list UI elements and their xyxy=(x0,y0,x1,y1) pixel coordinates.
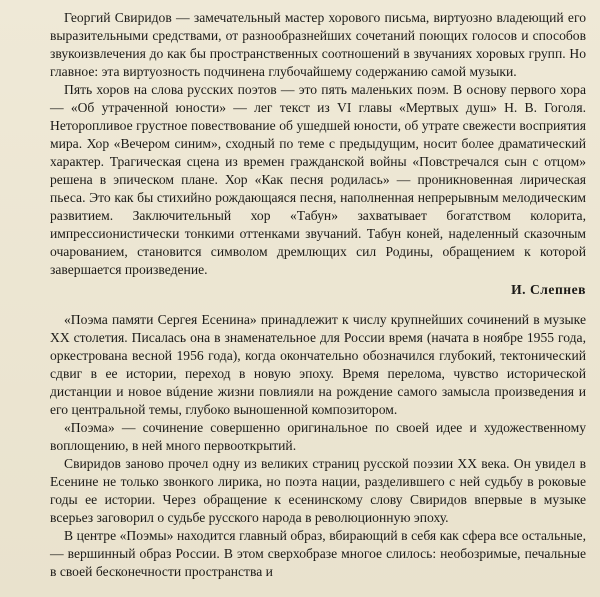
paragraph-s1-2: Пять хоров на слова русских поэтов — это пять маленьких поэм. В основу первого хора — «Об утраченной юности» — лег текст из VI главы «Мертвых душ» Н. В. Гоголя. Неторопливое грустное повествование об ушедшей юности, об утрате свежести восприятия мира. Хор «Вечером синим», сходный по теме с предыдущим, носит более драматический характер. Трагическая сцена из времен гражданской войны «Повстречался сын с отцом» решена в эпическом плане. Хор «Как песня родилась» — проникновенная лирическая пьеса. Это как бы стихийно рождающаяся песня, наполненная непрерывным мелодическим развитием. Заключительный хор «Табун» захватывает богатством колорита, импрессионистически тонкими оттенками звучаний. Табун коней, наделенный сказочным очарованием, становится символом дремлющих сил Родины, обращением к которой завершается произведение. xyxy=(50,82,586,277)
paragraph-s1-1: Георгий Свиридов — замечательный мастер хорового письма, виртуозно владеющий его выразительными средствами, от разнообразнейших сочетаний поющих голосов и способов звукоизвлечения до как бы пространственных соотношений в звучаниях хоровых групп. Но главное: эта виртуозность подчинена глубочайшему содержанию самой музыки. xyxy=(50,10,586,79)
text-column xyxy=(50,0,586,581)
section-gap xyxy=(50,299,586,311)
paragraph-s2-4: В центре «Поэмы» находится главный образ, вбирающий в себя как сфера все остальные, — вершинный образ России. В этом сверхобразе многое слилось: необозримые, печальные в своей бесконечности пространства и xyxy=(50,528,586,579)
paragraph-s2-2: «Поэма» — сочинение совершенно оригинальное по своей идее и художественному воплощению, в ней много первооткрытий. xyxy=(50,420,586,453)
paragraph-s2-1: «Поэма памяти Сергея Есенина» принадлежит к числу крупнейших сочинений в музыке XX столетия. Писалась она в знаменательное для России время (начата в ноябре 1955 года, оркестрована весной 1956 года), когда окончательно обозначился глубокий, тектонический сдвиг в ее истории, переход в новую эпоху. Время перелома, чувство исторической дистанции и новое вúдение жизни повлияли на рождение самого замысла произведения и его центральной темы, глубоко выношенной композитором. xyxy=(50,312,586,417)
paragraph-s2-3: Свиридов заново прочел одну из великих страниц русской поэзии XX века. Он увидел в Есенине не только звонкого лирика, но поэта нации, разделившего с ней судьбу в роковые годы ее истории. Через обращение к есенинскому слову Свиридов впервые в музыке всерьез заговорил о судьбе русского народа в революционную эпоху. xyxy=(50,456,586,525)
author-signature: И. Слепнев xyxy=(511,282,586,297)
